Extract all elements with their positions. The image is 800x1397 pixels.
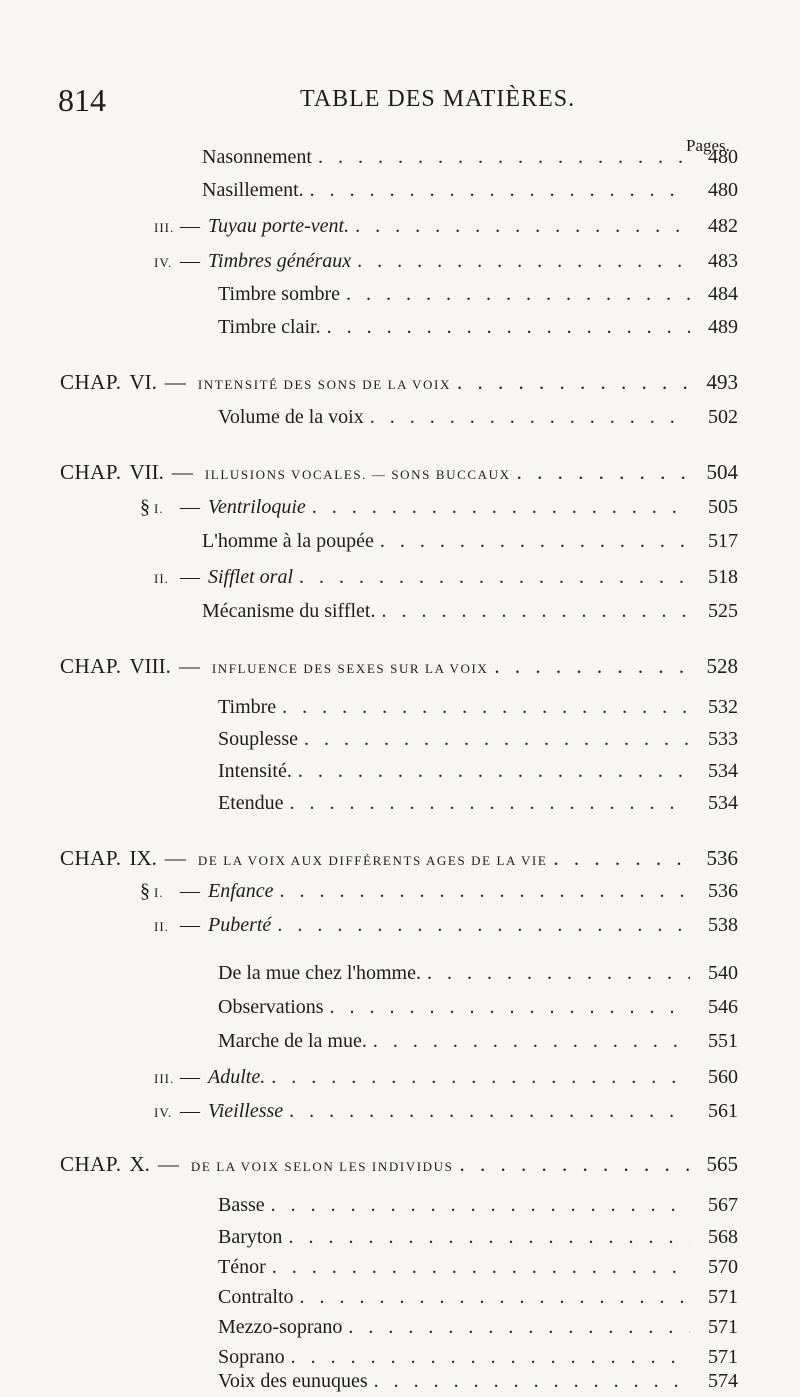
entry-page: 568 bbox=[708, 1226, 738, 1248]
em-dash: — bbox=[180, 1100, 200, 1122]
em-dash: — bbox=[180, 215, 200, 237]
leader-dots bbox=[310, 179, 690, 202]
toc-entry bbox=[218, 1194, 738, 1220]
leader-dots bbox=[553, 846, 690, 871]
entry-title: Mezzo-soprano bbox=[218, 1316, 343, 1338]
leader-dots bbox=[318, 146, 690, 169]
entry-title: Vieillesse bbox=[208, 1100, 284, 1122]
leader-dots bbox=[277, 914, 690, 937]
toc-entry bbox=[202, 179, 738, 205]
subsection-number: II. bbox=[154, 571, 169, 586]
toc-entry bbox=[218, 792, 738, 818]
leader-dots bbox=[357, 250, 690, 273]
leader-dots bbox=[459, 1152, 690, 1177]
entry-title: L'homme à la poupée bbox=[202, 530, 374, 552]
entry-title: Baryton bbox=[218, 1226, 283, 1248]
entry-page: 536 bbox=[706, 846, 738, 870]
entry-title: Adulte. bbox=[208, 1066, 266, 1088]
entry-page: 504 bbox=[706, 460, 738, 484]
toc-entry bbox=[140, 496, 738, 522]
chapter-title: DE LA VOIX AUX DIFFÉRENTS AGES DE LA VIE bbox=[197, 853, 548, 868]
subsection-number: IV. bbox=[154, 255, 173, 270]
entry-page: 551 bbox=[708, 1030, 738, 1052]
toc-entry bbox=[218, 962, 738, 988]
entry-page: 505 bbox=[708, 496, 738, 518]
entry-title: Soprano bbox=[218, 1346, 285, 1368]
chapter-label: CHAP. bbox=[60, 460, 122, 484]
toc-entry bbox=[218, 283, 738, 309]
toc-entry bbox=[218, 1256, 738, 1282]
toc-entry bbox=[154, 914, 738, 940]
leader-dots bbox=[457, 370, 690, 395]
entry-page: 546 bbox=[708, 996, 738, 1018]
entry-title: Timbre clair. bbox=[218, 316, 321, 338]
toc-entry bbox=[218, 696, 738, 722]
leader-dots bbox=[280, 880, 690, 903]
em-dash: — bbox=[178, 654, 200, 678]
entry-title: Nasillement. bbox=[202, 179, 304, 201]
chapter-entry bbox=[60, 654, 738, 680]
entry-page: 538 bbox=[708, 914, 738, 936]
toc-entry bbox=[218, 406, 738, 432]
entry-title: Intensité. bbox=[218, 760, 292, 782]
toc-entry bbox=[154, 1066, 738, 1092]
entry-page: 567 bbox=[708, 1194, 738, 1216]
entry-page: 540 bbox=[708, 962, 738, 984]
entry-page: 484 bbox=[708, 283, 738, 305]
entry-page: 560 bbox=[708, 1066, 738, 1088]
chapter-label: CHAP. bbox=[60, 370, 122, 394]
leader-dots bbox=[312, 496, 690, 519]
leader-dots bbox=[355, 215, 690, 238]
entry-page: 571 bbox=[708, 1346, 738, 1368]
entry-title: Enfance bbox=[208, 880, 274, 902]
entry-page: 534 bbox=[708, 760, 738, 782]
entry-title: Observations bbox=[218, 996, 324, 1018]
entry-page: 483 bbox=[708, 250, 738, 272]
section-sign: § bbox=[140, 880, 150, 902]
leader-dots bbox=[291, 1346, 690, 1369]
leader-dots bbox=[517, 460, 690, 485]
entry-title: Tuyau porte-vent. bbox=[208, 215, 350, 237]
entry-title: Puberté bbox=[208, 914, 272, 936]
chapter-title: INTENSITÉ DES SONS DE LA VOIX bbox=[197, 377, 451, 392]
entry-title: Ventriloquie bbox=[208, 496, 306, 518]
leader-dots bbox=[330, 996, 690, 1019]
leader-dots bbox=[290, 792, 690, 815]
entry-page: 489 bbox=[708, 316, 738, 338]
toc-entry bbox=[154, 215, 738, 241]
entry-title: Timbre bbox=[218, 696, 277, 718]
chapter-entry bbox=[60, 1152, 738, 1178]
leader-dots bbox=[427, 962, 690, 985]
entry-title: Timbre sombre bbox=[218, 283, 341, 305]
toc-entry bbox=[154, 250, 738, 276]
entry-title: Marche de la mue. bbox=[218, 1030, 367, 1052]
entry-title: Etendue bbox=[218, 792, 284, 814]
entry-title: Volume de la voix bbox=[218, 406, 364, 428]
leader-dots bbox=[304, 728, 690, 751]
subsection-number: III. bbox=[154, 1071, 175, 1086]
toc-entry bbox=[154, 1100, 738, 1126]
leader-dots bbox=[298, 760, 690, 783]
chapter-label: CHAP. bbox=[60, 1152, 122, 1176]
entry-page: 480 bbox=[708, 179, 738, 201]
entry-title: Contralto bbox=[218, 1286, 294, 1308]
em-dash: — bbox=[164, 370, 186, 394]
toc-entry bbox=[218, 996, 738, 1022]
em-dash: — bbox=[171, 460, 193, 484]
entry-title: Nasonnement bbox=[202, 146, 312, 168]
entry-page: 533 bbox=[708, 728, 738, 750]
entry-page: 574 bbox=[708, 1370, 738, 1392]
leader-dots bbox=[299, 566, 690, 589]
subsection-number: I. bbox=[154, 501, 164, 516]
em-dash: — bbox=[180, 250, 200, 272]
entry-page: 571 bbox=[708, 1316, 738, 1338]
em-dash: — bbox=[180, 1066, 200, 1088]
entry-page: 536 bbox=[708, 880, 738, 902]
section-sign: § bbox=[140, 496, 150, 518]
entry-page: 571 bbox=[708, 1286, 738, 1308]
toc-entry bbox=[218, 316, 738, 342]
toc-entry bbox=[154, 566, 738, 592]
leader-dots bbox=[381, 600, 690, 623]
entry-page: 561 bbox=[708, 1100, 738, 1122]
leader-dots bbox=[282, 696, 690, 719]
leader-dots bbox=[370, 406, 690, 429]
em-dash: — bbox=[180, 496, 200, 518]
entry-title: Basse bbox=[218, 1194, 265, 1216]
entry-title: Ténor bbox=[218, 1256, 266, 1278]
entry-page: 565 bbox=[706, 1152, 738, 1176]
chapter-number: X. bbox=[129, 1152, 150, 1176]
chapter-title: ILLUSIONS VOCALES. — SONS BUCCAUX bbox=[204, 467, 511, 482]
leader-dots bbox=[346, 283, 690, 306]
toc-entry bbox=[202, 600, 738, 626]
entry-title: Voix des eunuques bbox=[218, 1370, 368, 1392]
entry-page: 482 bbox=[708, 215, 738, 237]
chapter-label: CHAP. bbox=[60, 654, 122, 678]
chapter-entry bbox=[60, 460, 738, 486]
entry-page: 525 bbox=[708, 600, 738, 622]
running-head: TABLE DES MATIÈRES. bbox=[300, 86, 576, 112]
entry-page: 534 bbox=[708, 792, 738, 814]
toc-entry bbox=[202, 146, 738, 172]
entry-page: 518 bbox=[708, 566, 738, 588]
subsection-number: III. bbox=[154, 220, 175, 235]
em-dash: — bbox=[164, 846, 186, 870]
em-dash: — bbox=[157, 1152, 179, 1176]
em-dash: — bbox=[180, 880, 200, 902]
leader-dots bbox=[374, 1370, 690, 1393]
leader-dots bbox=[289, 1100, 690, 1123]
entry-title: De la mue chez l'homme. bbox=[218, 962, 421, 984]
chapter-number: VI. bbox=[129, 370, 157, 394]
leader-dots bbox=[271, 1066, 690, 1089]
subsection-number: I. bbox=[154, 885, 164, 900]
subsection-number: IV. bbox=[154, 1105, 173, 1120]
chapter-title: INFLUENCE DES SEXES SUR LA VOIX bbox=[211, 661, 489, 676]
em-dash: — bbox=[180, 914, 200, 936]
toc-entry bbox=[218, 1030, 738, 1056]
subsection-number: II. bbox=[154, 919, 169, 934]
chapter-entry bbox=[60, 846, 738, 872]
entry-title: Timbres généraux bbox=[208, 250, 352, 272]
toc-entry bbox=[218, 760, 738, 786]
chapter-entry bbox=[60, 370, 738, 396]
toc-entry bbox=[202, 530, 738, 556]
em-dash: — bbox=[180, 566, 200, 588]
leader-dots bbox=[288, 1226, 690, 1249]
page-number: 814 bbox=[58, 82, 106, 118]
leader-dots bbox=[348, 1316, 690, 1339]
chapter-title: DE LA VOIX SELON LES INDIVIDUS bbox=[190, 1159, 454, 1174]
entry-page: 502 bbox=[708, 406, 738, 428]
entry-page: 517 bbox=[708, 530, 738, 552]
toc-entry bbox=[218, 1316, 738, 1342]
leader-dots bbox=[380, 530, 690, 553]
leader-dots bbox=[271, 1194, 690, 1217]
chapter-number: VIII. bbox=[129, 654, 171, 678]
entry-page: 528 bbox=[706, 654, 738, 678]
toc-entry bbox=[218, 1370, 738, 1392]
toc-entry bbox=[218, 728, 738, 754]
leader-dots bbox=[327, 316, 690, 339]
leader-dots bbox=[494, 654, 690, 679]
chapter-number: VII. bbox=[129, 460, 164, 484]
toc-entry bbox=[218, 1346, 738, 1372]
leader-dots bbox=[373, 1030, 690, 1053]
toc-entry bbox=[218, 1286, 738, 1312]
entry-title: Sifflet oral bbox=[208, 566, 293, 588]
entry-page: 570 bbox=[708, 1256, 738, 1278]
entry-page: 493 bbox=[706, 370, 738, 394]
chapter-number: IX. bbox=[129, 846, 157, 870]
entry-title: Mécanisme du sifflet. bbox=[202, 600, 376, 622]
entry-page: 480 bbox=[708, 146, 738, 168]
leader-dots bbox=[272, 1256, 690, 1279]
pages-column-label: Pages. bbox=[686, 136, 730, 155]
toc-entry bbox=[140, 880, 738, 906]
toc-entry bbox=[218, 1226, 738, 1252]
entry-title: Souplesse bbox=[218, 728, 298, 750]
chapter-label: CHAP. bbox=[60, 846, 122, 870]
leader-dots bbox=[300, 1286, 690, 1309]
entry-page: 532 bbox=[708, 696, 738, 718]
